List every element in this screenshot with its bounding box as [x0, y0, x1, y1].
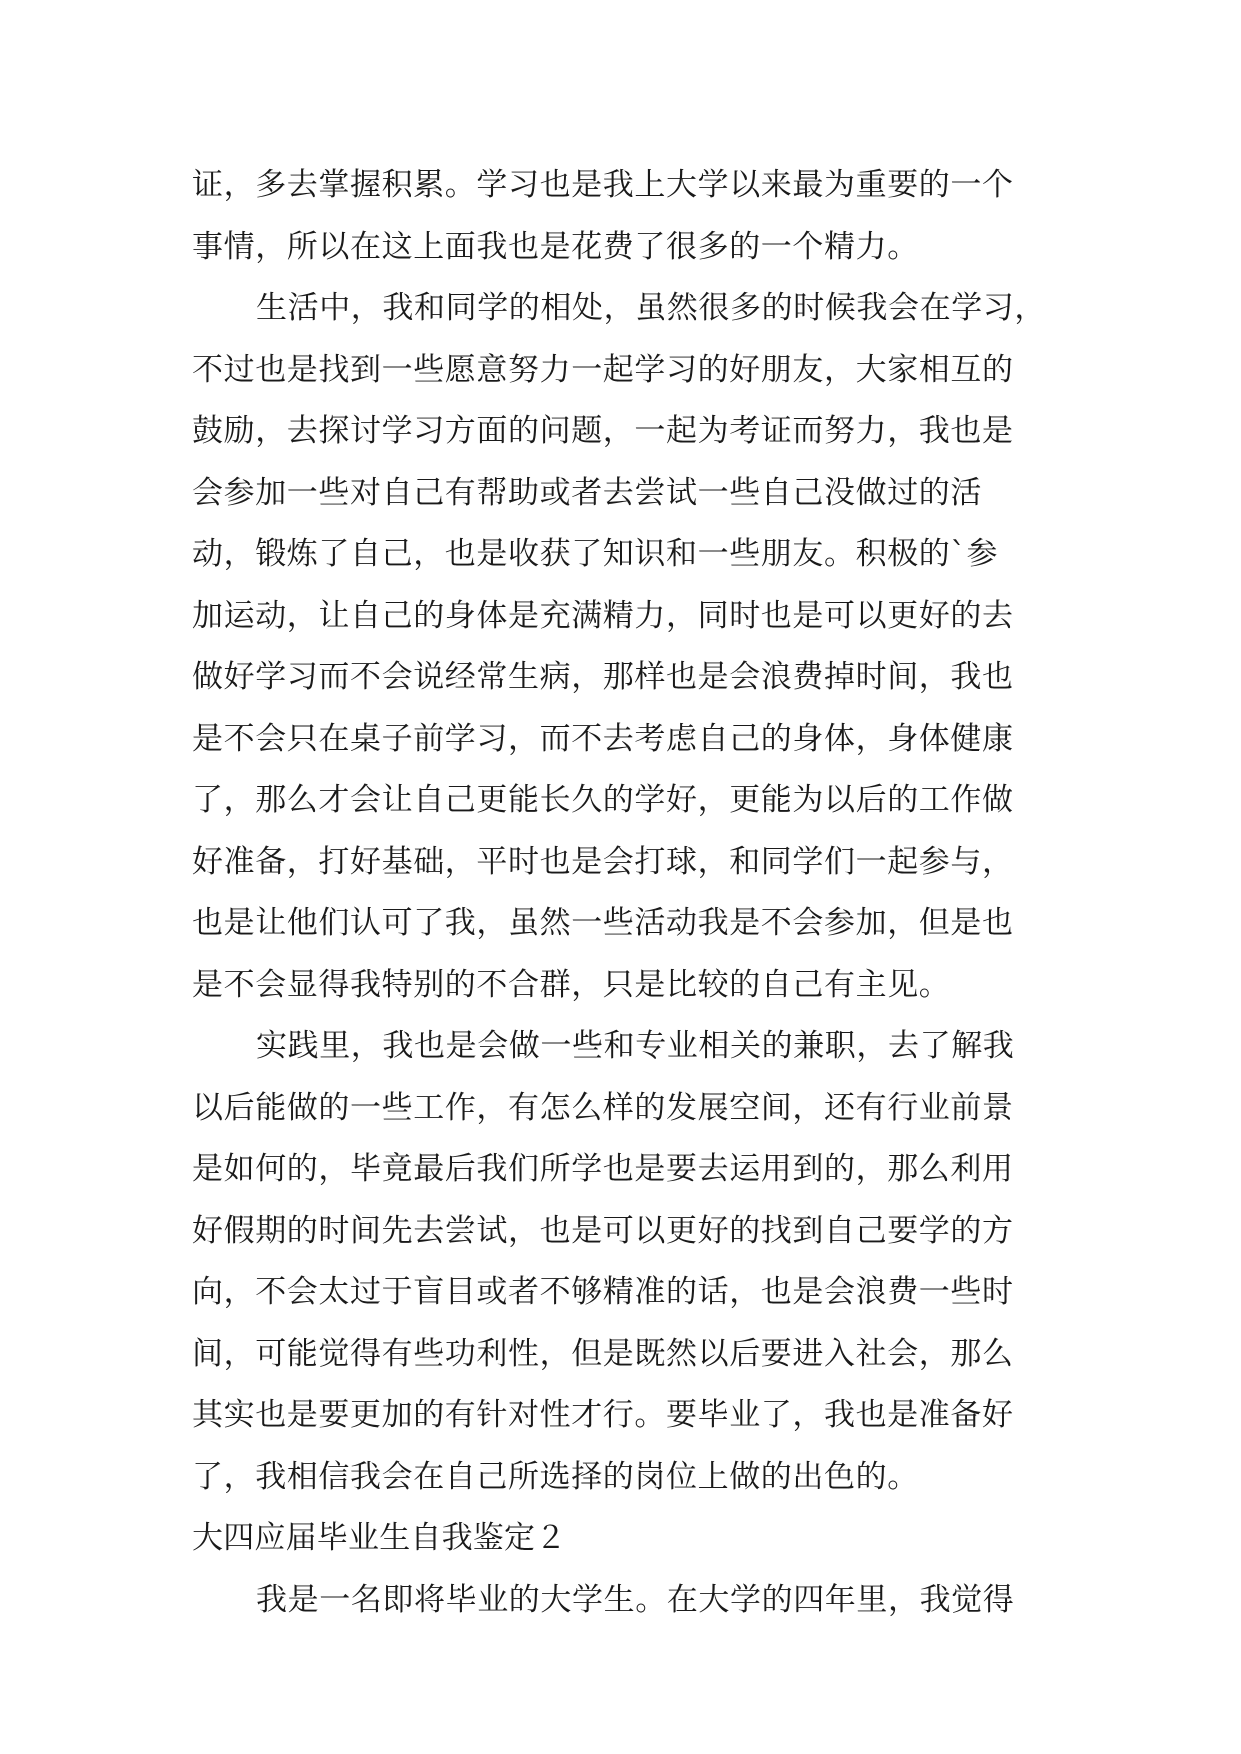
text-line: 会参加一些对自己有帮助或者去尝试一些自己没做过的活 — [192, 474, 982, 511]
text-line: 以后能做的一些工作，有怎么样的发展空间，还有行业前景 — [192, 1089, 1014, 1126]
text-line: 是不会显得我特别的不合群，只是比较的自己有主见。 — [192, 966, 951, 1003]
paragraph-start-line: 实践里，我也是会做一些和专业相关的兼职，去了解我 — [256, 1028, 1015, 1064]
text-line: 鼓励，去探讨学习方面的问题，一起为考证而努力，我也是 — [192, 413, 1014, 449]
text-line: 是如何的，毕竟最后我们所学也是要去运用到的，那么利用 — [192, 1151, 1014, 1187]
text-line: 其实也是要更加的有针对性才行。要毕业了，我也是准备好 — [192, 1397, 1014, 1433]
document-body — [192, 155, 1052, 1631]
text-line: 向，不会太过于盲目或者不够精准的话，也是会浪费一些时 — [192, 1274, 1014, 1310]
text-line: 事情，所以在这上面我也是花费了很多的一个精力。 — [192, 228, 919, 265]
text-line: 做好学习而不会说经常生病，那样也是会浪费掉时间，我也 — [192, 659, 1014, 695]
paragraph-start-line: 生活中，我和同学的相处，虽然很多的时候我会在学习， — [256, 290, 1046, 326]
section-heading: 大四应届毕业生自我鉴定２ — [192, 1520, 567, 1556]
text-line: 是不会只在桌子前学习，而不去考虑自己的身体，身体健康 — [192, 720, 1014, 757]
text-line: 了，那么才会让自己更能长久的学好，更能为以后的工作做 — [192, 782, 1014, 818]
text-line: 也是让他们认可了我，虽然一些活动我是不会参加，但是也 — [192, 905, 1014, 941]
text-line: 加运动，让自己的身体是充满精力，同时也是可以更好的去 — [192, 597, 1014, 634]
text-line: 了，我相信我会在自己所选择的岗位上做的出色的。 — [192, 1458, 919, 1495]
text-line: 好准备，打好基础，平时也是会打球，和同学们一起参与， — [192, 843, 1014, 880]
text-line: 不过也是找到一些愿意努力一起学习的好朋友，大家相互的 — [192, 351, 1014, 388]
text-line: 好假期的时间先去尝试，也是可以更好的找到自己要学的方 — [192, 1212, 1014, 1249]
text-line: 证，多去掌握积累。学习也是我上大学以来最为重要的一个 — [192, 167, 1014, 203]
paragraph-start-line: 我是一名即将毕业的大学生。在大学的四年里，我觉得 — [256, 1581, 1015, 1618]
text-line: 动，锻炼了自己，也是收获了知识和一些朋友。积极的`参 — [192, 536, 999, 572]
text-line: 间，可能觉得有些功利性，但是既然以后要进入社会，那么 — [192, 1335, 1014, 1372]
